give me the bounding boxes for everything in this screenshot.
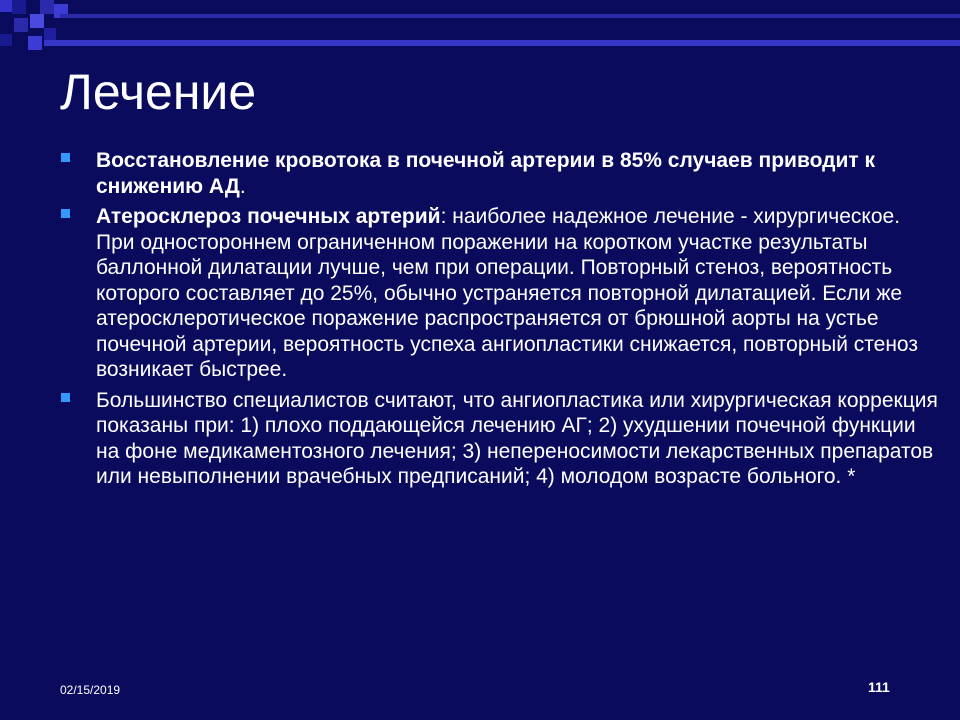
bullet-text: Большинство специалистов считают, что ангиопластика или хирургическая коррекция показаны при: 1) плохо поддающейся лечению АГ; 2) ухудшении почечной функции на фоне медикаментозного лечения; 3) непереносимости лекарственных препаратов или невыполнении врачебных предписаний; 4) молодом возрасте больного. * bbox=[96, 388, 938, 488]
bullet-item bbox=[60, 388, 940, 490]
decor-square bbox=[14, 18, 28, 32]
decor-square bbox=[12, 0, 26, 14]
decor-square bbox=[40, 0, 54, 14]
bullet-text: . bbox=[239, 174, 246, 198]
bullet-item bbox=[60, 204, 940, 383]
footer-date: 02/15/2019 bbox=[60, 683, 121, 697]
square-bullet-icon bbox=[61, 209, 70, 218]
decor-bar bbox=[60, 14, 960, 18]
square-bullet-icon bbox=[61, 153, 70, 162]
decor-square bbox=[30, 14, 44, 28]
decor-square bbox=[44, 28, 56, 40]
square-bullet-icon bbox=[61, 393, 70, 402]
decor-bar bbox=[44, 40, 960, 46]
decor-square bbox=[28, 36, 42, 50]
header-decoration bbox=[0, 0, 960, 60]
slide-number: 111 bbox=[868, 679, 890, 695]
bullet-text: : наиболее надежное лечение - хирургическое. При одностороннем ограниченном поражении на коротком участке результаты баллонной дилатации лучше, чем при операции. Повторный стеноз, вероятность которого составляет до 25%, обычно устраняется повторной дилатацией. Если же атеросклеротическое поражение распространяется от брюшной аорты на устье почечной артерии, вероятность успеха ангиопластики снижается, повторный стеноз возникает быстрее. bbox=[96, 205, 918, 381]
slide-title: Лечение bbox=[60, 64, 257, 120]
bullet-strong-text: Восстановление кровотока в почечной артерии в 85% случаев приводит к снижению АД bbox=[96, 149, 875, 198]
decor-square bbox=[0, 34, 12, 46]
decor-square bbox=[0, 0, 12, 12]
bullet-item bbox=[60, 148, 940, 199]
bullet-strong-text: Атеросклероз почечных артерий bbox=[96, 205, 441, 228]
bullet-list bbox=[60, 148, 940, 495]
